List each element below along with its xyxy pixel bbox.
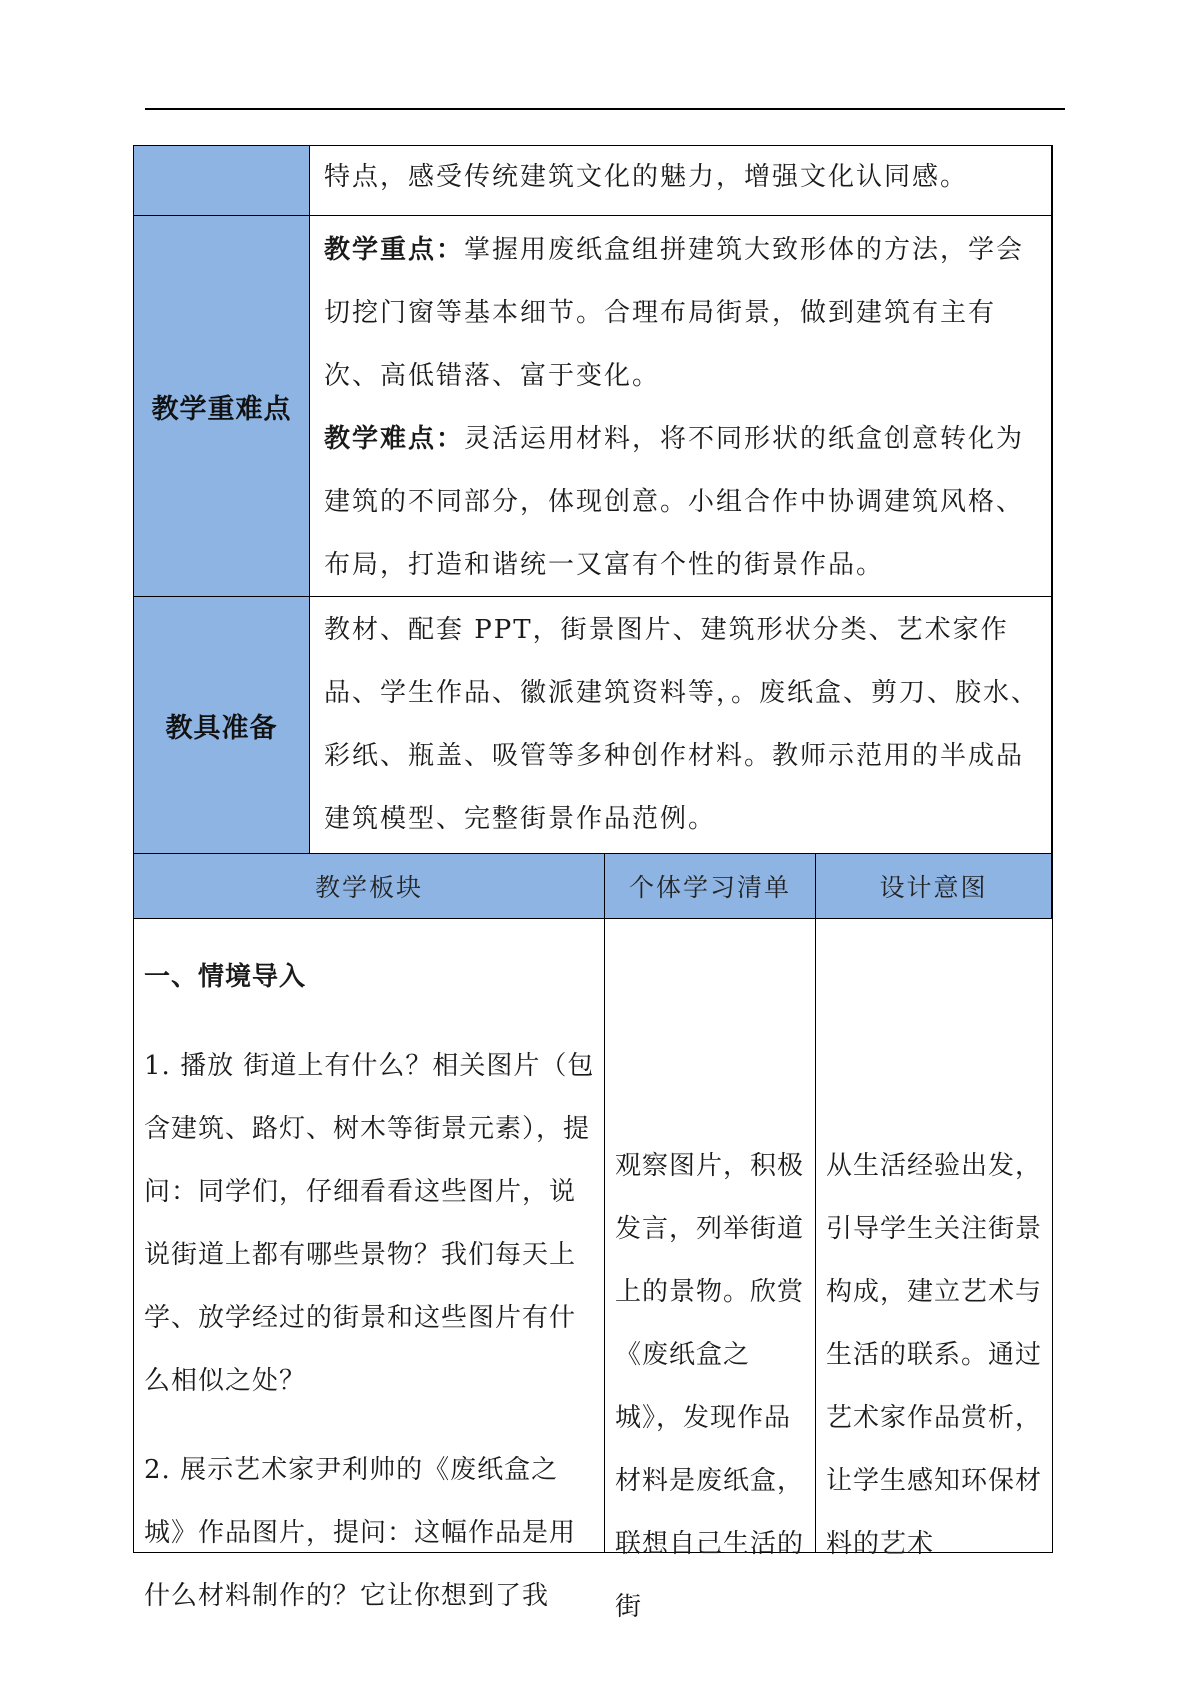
teaching-focus-title: 教学重点： — [324, 235, 465, 265]
teaching-difficulty — [324, 408, 1041, 597]
materials-cell — [310, 597, 1052, 854]
intent-cell — [816, 919, 1052, 1559]
checklist-text: 观察图片，积极发言，列举街道上的景物。欣赏《废纸盒之城》，发现作品材料是废纸盒，联想自己生活的街 — [615, 1151, 805, 1622]
key-points-label-cell — [134, 216, 310, 597]
continuation-text: 特点，感受传统建筑文化的魅力，增强文化认同感。 — [324, 162, 969, 192]
module-cell — [134, 919, 605, 1611]
continuation-cell — [310, 146, 1052, 216]
teaching-difficulty-text: 灵活运用材料，将不同形状的纸盒创意转化为建筑的不同部分，体现创意。小组合作中协调建筑风格、布局，打造和谐统一又富有个性的街景作品。 — [324, 424, 1025, 580]
checklist-cell — [605, 919, 816, 1622]
continuation-label-cell — [134, 146, 310, 216]
intent-text: 从生活经验出发，引导学生关注街景构成，建立艺术与生活的联系。通过艺术家作品赏析，让学生感知环保材料的艺术 — [826, 1151, 1043, 1559]
materials-label-cell — [134, 597, 310, 854]
intent-header: 设计意图 — [879, 873, 988, 902]
materials-text: 教材、配套 PPT，街景图片、建筑形状分类、艺术家作品、学生作品、徽派建筑资料等，。废纸盒、剪刀、胶水、彩纸、瓶盖、吸管等多种创作材料。教师示范用的半成品建筑模型、完整街景作品范例。 — [324, 615, 1040, 834]
teaching-focus — [324, 219, 1041, 408]
header-rule — [145, 108, 1065, 110]
checklist-header-cell — [605, 854, 816, 919]
module-header: 教学板块 — [314, 873, 423, 902]
section-item-2: 2. 展示艺术家尹利帅的《废纸盒之城》作品图片，提问：这幅作品是用什么材料制作的？它让你想到了我 — [144, 1455, 577, 1611]
intent-header-cell — [816, 854, 1052, 919]
key-points-label: 教学重难点 — [151, 393, 292, 425]
teaching-difficulty-title: 教学难点： — [324, 424, 465, 454]
materials-label: 教具准备 — [165, 712, 278, 744]
key-points-cell — [310, 216, 1052, 597]
checklist-header: 个体学习清单 — [628, 873, 791, 902]
section-title: 一、情境导入 — [144, 962, 307, 992]
lesson-plan-table — [133, 145, 1053, 1622]
teaching-focus-text: 掌握用废纸盒组拼建筑大致形体的方法，学会切挖门窗等基本细节。合理布局街景，做到建筑有主有次、高低错落、富于变化。 — [324, 235, 1025, 391]
section-item-1: 1. 播放 街道上有什么？相关图片（包含建筑、路灯、树木等街景元素），提问：同学们，仔细看看这些图片，说说街道上都有哪些景物？我们每天上学、放学经过的街景和这些图片有什么相似之处？ — [144, 1051, 595, 1396]
module-header-cell — [134, 854, 605, 919]
